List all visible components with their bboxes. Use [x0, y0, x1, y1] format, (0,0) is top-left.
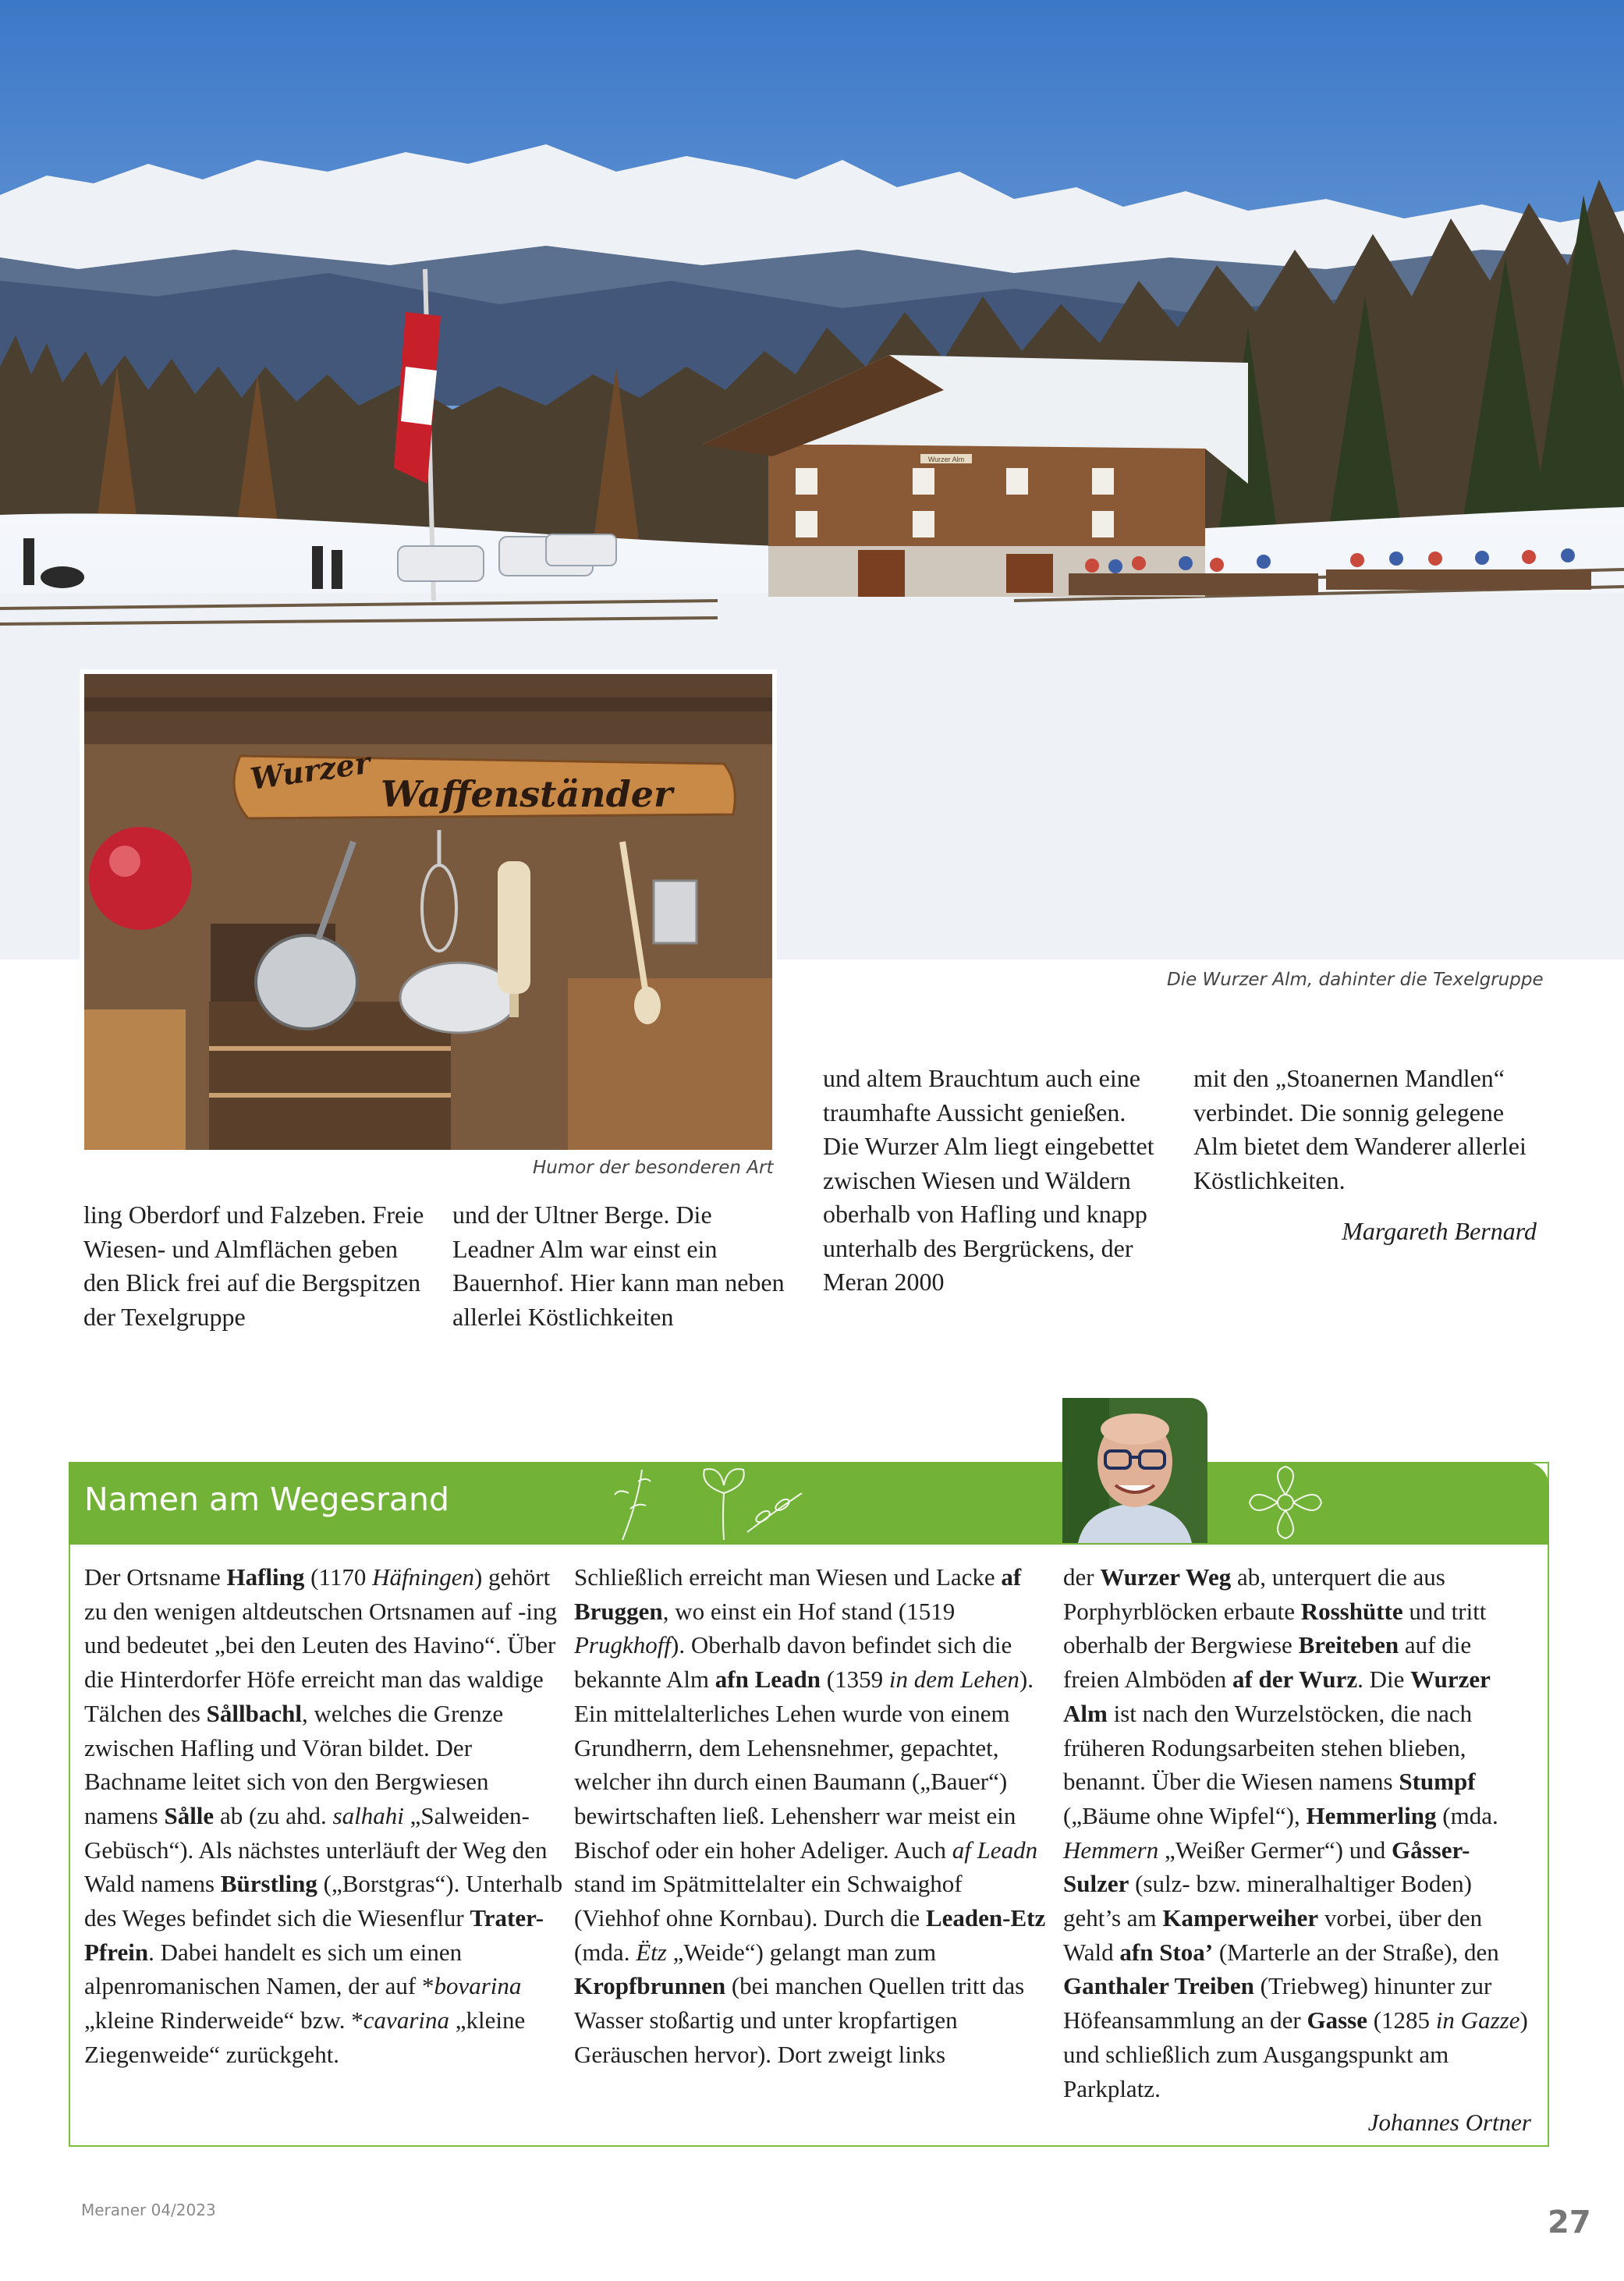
article-author: Margareth Bernard	[1342, 1217, 1537, 1245]
hero-caption: Die Wurzer Alm, dahinter die Texelgruppe	[1167, 970, 1544, 990]
floral-decoration-icon	[607, 1462, 810, 1545]
inset-photo	[80, 669, 777, 1155]
article-col1-text: ling Oberdorf und Falzeben. Freie Wiesen- und Almflächen geben den Blick frei auf die Bergspitzen der Texelgruppe	[83, 1201, 424, 1331]
article-col4-text: mit den „Stoanernen Mandlen“ verbindet. Die sonnig gelegene Alm bietet dem Wanderer allerlei Köstlichkeiten.	[1193, 1064, 1526, 1194]
page-number: 27	[1548, 2205, 1591, 2240]
inset-sign-line2: Waffenständer	[381, 773, 673, 815]
article-col3-text: und altem Brauchtum auch eine traumhafte Aussicht genießen. Die Wurzer Alm liegt eingebettet zwischen Wiesen und Wäldern oberhalb von Hafling und knapp unterhalb des Bergrückens, der Meran 2000	[823, 1064, 1154, 1296]
author-portrait	[1062, 1398, 1207, 1543]
info-box-title: Namen am Wegesrand	[84, 1481, 450, 1518]
alm-sign-text: Wurzer Alm	[927, 456, 965, 463]
info-box	[69, 1462, 1549, 2147]
inset-sign-line1: Wurzer	[247, 744, 373, 796]
footer-issue: Meraner 04/2023	[81, 2201, 216, 2219]
article-col2-text: und der Ultner Berge. Die Leadner Alm war einst ein Bauernhof. Hier kann man neben allerlei Köstlichkeiten	[452, 1201, 785, 1331]
flower-decoration-icon	[1239, 1462, 1332, 1545]
box-column-3: der Wurzer Weg ab, unterquert die aus Porphyrblöcken erbaute Rosshütte und tritt oberhalb der Bergwiese Breiteben auf die freien Almböden af der Wurz. Die Wurzer Alm ist nach den Wurzelstöcken, die nach früheren Rodungsarbeiten stehen blieben, benannt. Über die Wiesen namens Stumpf („Bäume ohne Wipfel“), Hemmerling (mda. Hemmern „Weißer Germer“) und Gåsser-Sulzer (sulz- bzw. mineralhaltiger Boden) geht’s am Kamperweiher vorbei, über den Wald afn Stoa’ (Marterle an der Straße), den Ganthaler Treiben (Triebweg) hinunter zur Höfeansammlung an der Gasse (1285 in Gazze) und schließlich zum Ausgangspunkt am Parkplatz. Johannes Ortner	[1063, 1560, 1531, 2140]
box-author: Johannes Ortner	[1367, 2109, 1531, 2137]
inset-caption: Humor der besonderen Art	[533, 1158, 774, 1178]
article-column-3	[823, 1062, 1166, 1300]
info-box-header	[69, 1462, 1549, 1545]
box-column-2: Schließlich erreicht man Wiesen und Lacke af Bruggen, wo einst ein Hof stand (1519 Prugkhoff). Oberhalb davon befindet sich die bekannte Alm afn Leadn (1359 in dem Lehen). Ein mittelalterliches Lehen wurde von einem Grundherrn, dem Lehensnehmer, gepachtet, welcher ihn durch einen Baumann („Bauer“) bewirtschaften ließ. Lehensherr war meist ein Bischof oder ein hoher Adeliger. Auch af Leadn stand im Spätmittelalter ein Schwaighof (Viehhof ohne Kornbau). Durch die Leaden-Etz (mda. Ëtz „Weide“) gelangt man zum Kropfbrunnen (bei manchen Quellen tritt das Wasser stoßartig und unter kropfartigen Geräuschen hervor). Dort zweigt links	[574, 1563, 1046, 2068]
box-column-1: Der Ortsname Hafling (1170 Häfningen) gehört zu den wenigen altdeutschen Ortsnamen auf -ing und bedeutet „bei den Leuten des Havino“. Über die Hinterdorfer Höfe erreicht man das waldige Tälchen des Sållbachl, welches die Grenze zwischen Hafling und Vöran bildet. Der Bachname leitet sich von den Bergwiesen namens Sålle ab (zu ahd. salhahi „Salweiden-Gebüsch“). Als nächstes unterläuft der Weg den Wald namens Bürstling („Borstgras“). Unterhalb des Weges befindet sich die Wiesenflur Trater-Pfrein. Dabei handelt es sich um einen alpenromanischen Namen, der auf *bovarina „kleine Rinderweide“ bzw. *cavarina „kleine Ziegenweide“ zurückgeht.	[84, 1563, 563, 2068]
article-column-4	[1193, 1062, 1537, 1249]
article-column-1	[83, 1198, 434, 1334]
article-column-2	[452, 1198, 800, 1334]
